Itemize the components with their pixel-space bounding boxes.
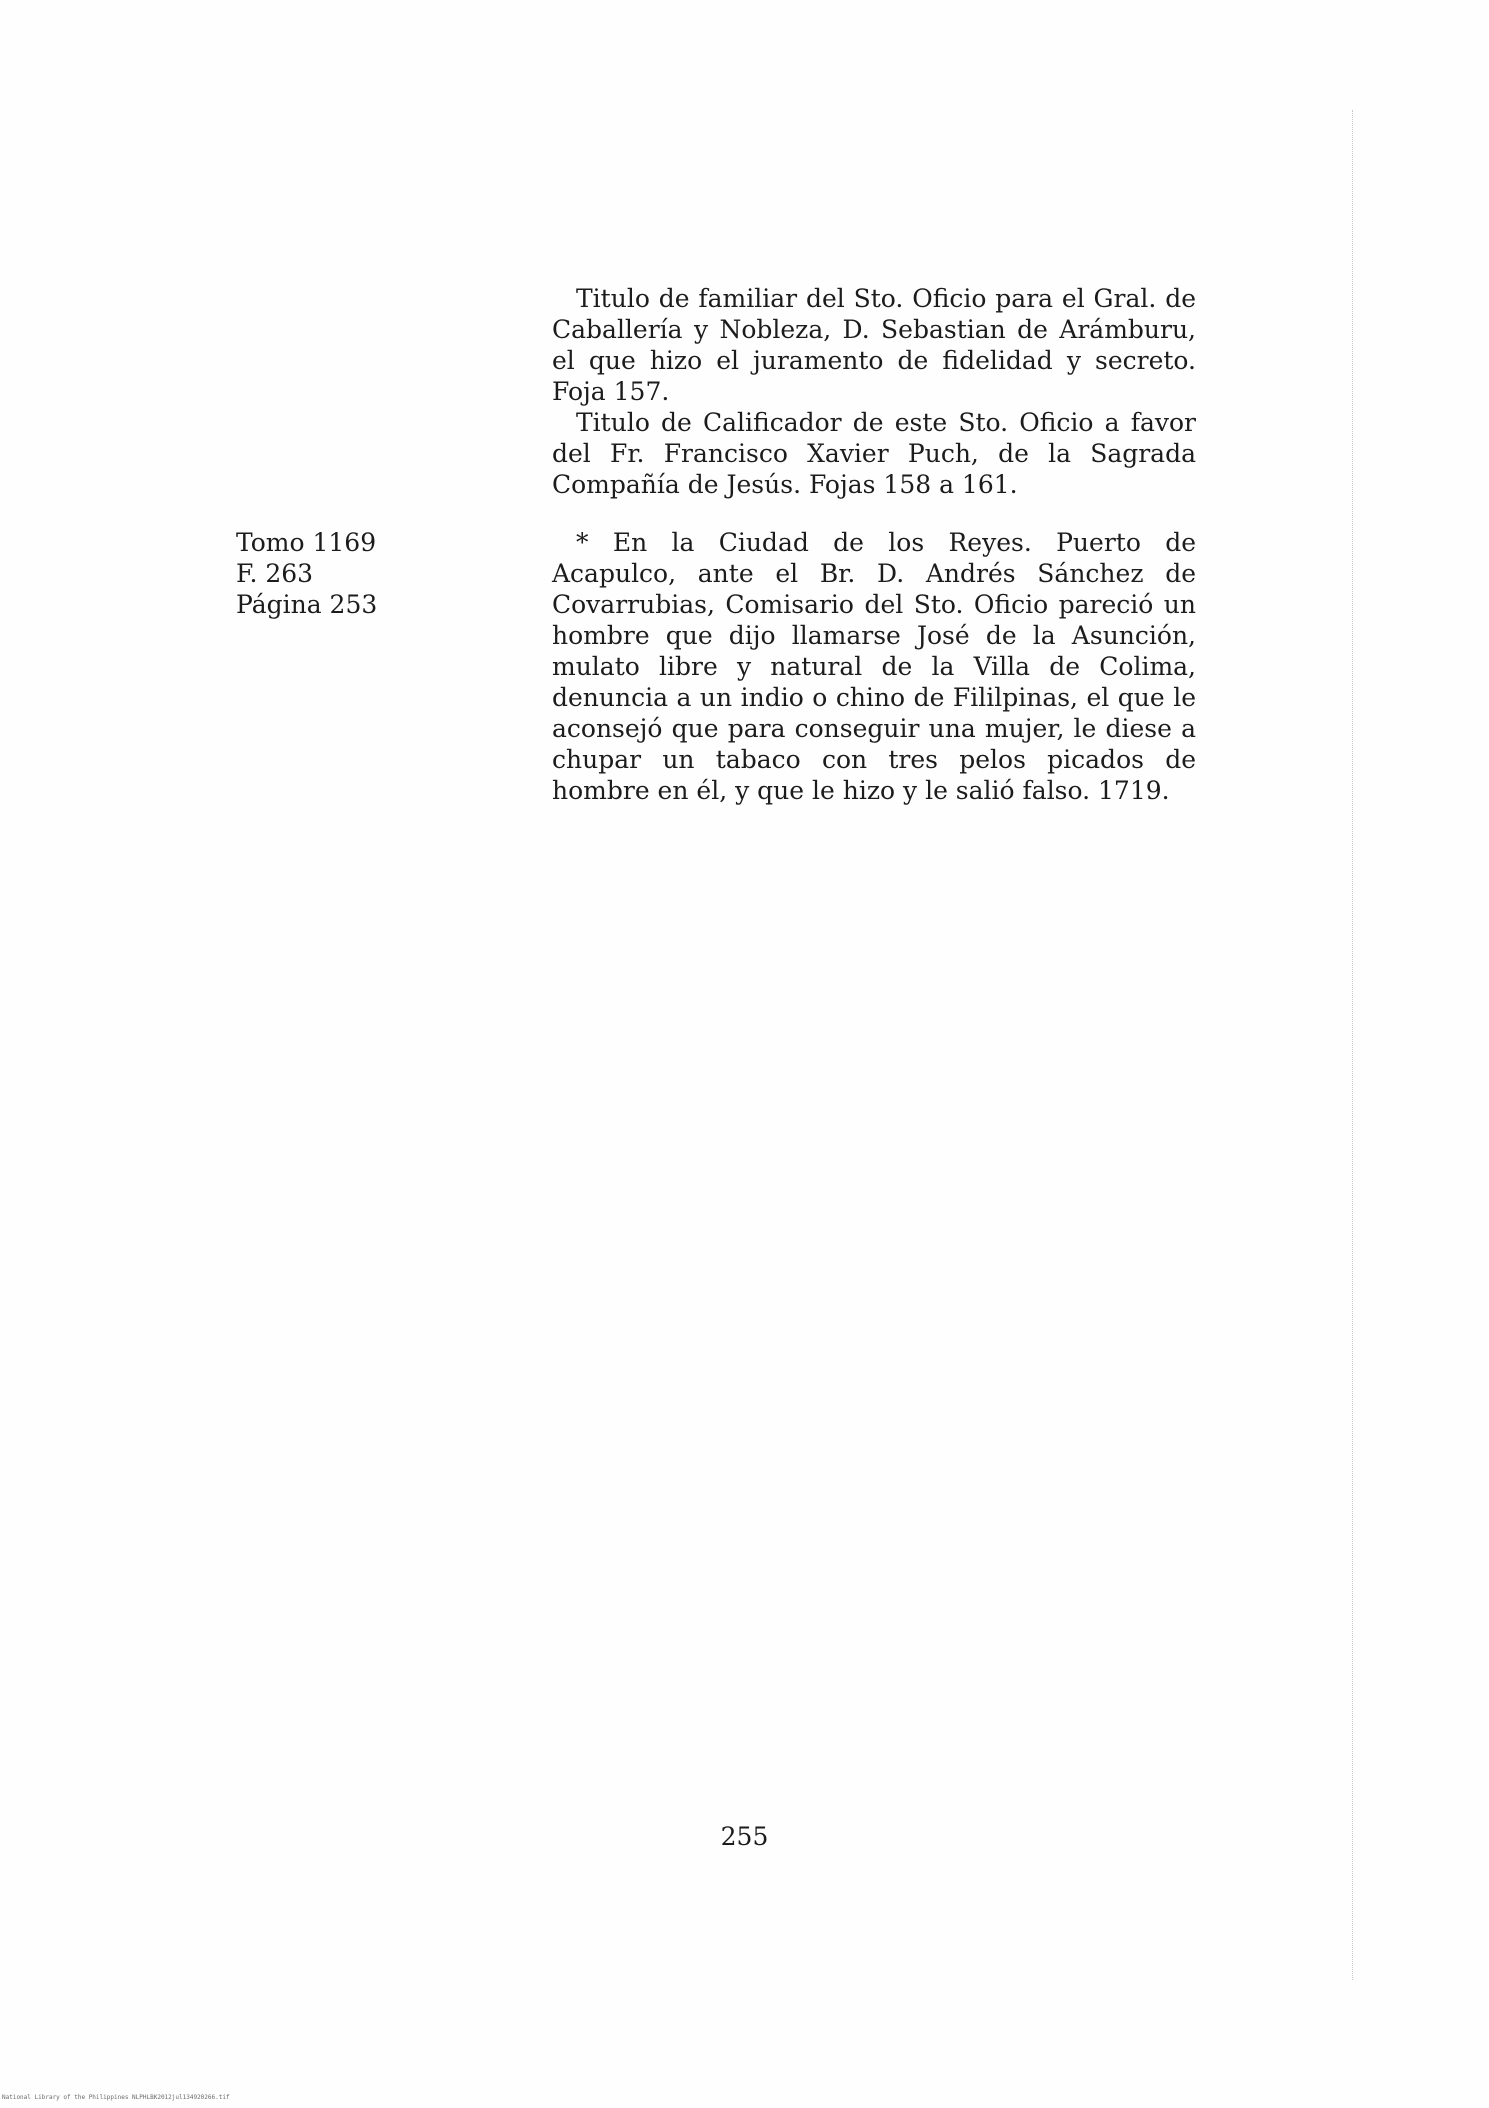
margin-note-page: Página 253 (236, 590, 378, 619)
paragraph-calificador-title: Titulo de Calificador de este Sto. Oficio a favor del Fr. Francisco Xavier Puch, de la Sagrada Compañía de Jesús. Fojas 158 a 161. (552, 408, 1196, 499)
scan-edge-line (1352, 110, 1353, 1980)
margin-note-folio: F. 263 (236, 559, 314, 588)
paragraph-familiar-title: Titulo de familiar del Sto. Oficio para el Gral. de Caballería y Nobleza, D. Sebastian de Arámburu, el que hizo el juramento de fidelidad y secreto. Foja 157. (552, 284, 1196, 406)
page-number: 255 (720, 1822, 769, 1851)
footer-stamp: National Library of the Philippines NLPHLBK2012jul134920266.tif (2, 2094, 230, 2101)
margin-note (236, 527, 416, 620)
paragraph-acapulco-denuncia: * En la Ciudad de los Reyes. Puerto de Acapulco, ante el Br. D. Andrés Sánchez de Covarrubias, Comisario del Sto. Oficio pareció un hombre que dijo llamarse José de la Asunción, mulato libre y natural de la Villa de Colima, denuncia a un indio o chino de Fililpinas, el que le aconsejó que para conseguir una mujer, le diese a chupar un tabaco con tres pelos picados de hombre en él, y que le hizo y le salió falso. 1719. (552, 528, 1196, 805)
margin-note-volume: Tomo 1169 (236, 528, 377, 557)
